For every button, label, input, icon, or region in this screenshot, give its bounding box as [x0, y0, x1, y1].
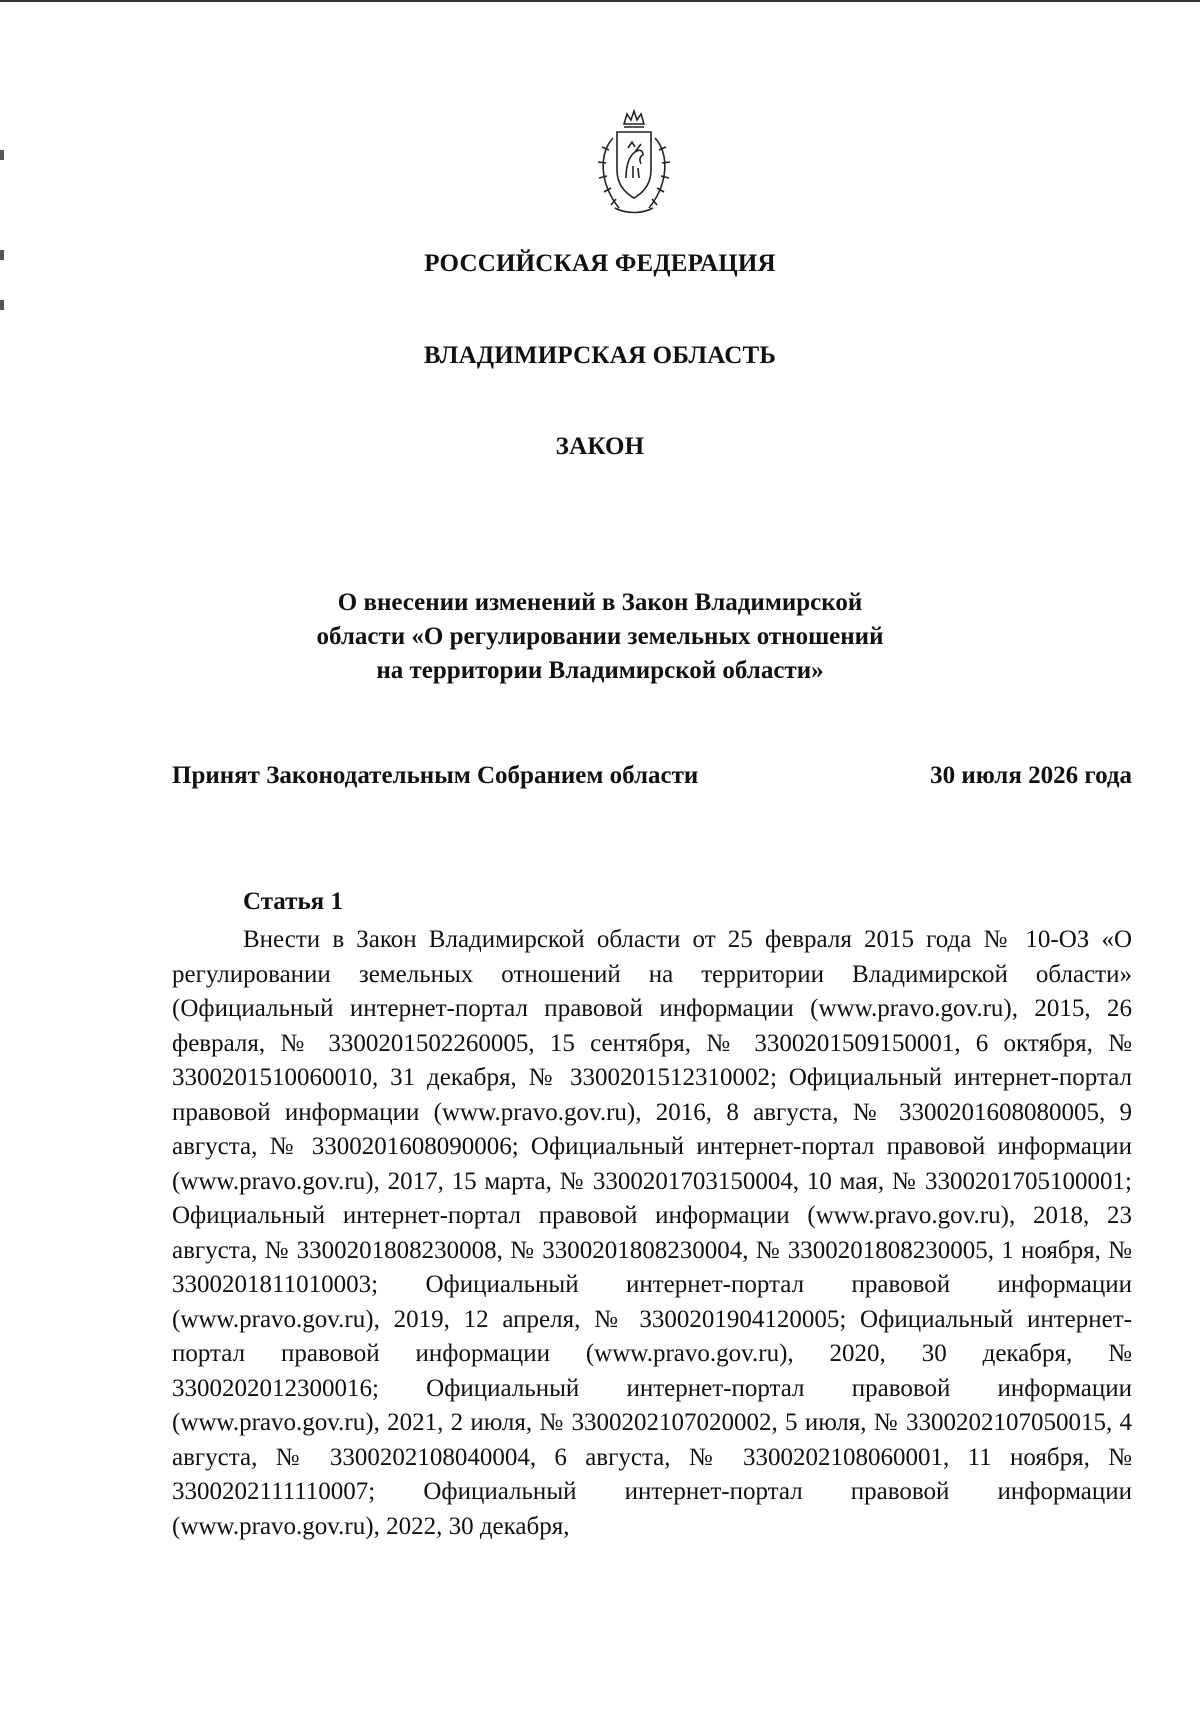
law-title-line: области «О регулировании земельных отношений: [316, 623, 884, 650]
document-type-heading: ЗАКОН: [555, 433, 645, 460]
scan-margin-mark: [0, 300, 4, 310]
law-title-line: О внесении изменений в Закон Владимирской: [337, 589, 863, 616]
page-top-edge: [0, 0, 1200, 2]
scan-margin-mark: [0, 150, 4, 160]
country-heading: РОССИЙСКАЯ ФЕДЕРАЦИЯ: [424, 250, 776, 277]
article-body: Внести в Закон Владимирской области от 25 февраля 2015 года № 10-ОЗ «О регулировании земельных отношений на территории Владимирской области» (Официальный интернет-портал правовой информации (www.pravo.gov.ru), 2015, 26 февраля, № 3300201502260005, 15 сентября, № 3300201509150001, 6 октября, № 3300201510060010, 31 декабря, № 3300201512310002; Официальный интернет-портал правовой информации (www.pravo.gov.ru), 2016, 8 августа, № 3300201608080005, 9 августа, № 3300201608090006; Официальный интернет-портал правовой информации (www.pravo.gov.ru), 2017, 15 марта, № 3300201703150004, 10 мая, № 3300201705100001; Официальный интернет-портал правовой информации (www.pravo.gov.ru), 2018, 23 августа, № 3300201808230008, № 3300201808230004, № 3300201808230005, 1 ноября, № 3300201811010003; Официальный интернет-портал правовой информации (www.pravo.gov.ru), 2019, 12 апреля, № 3300201904120005; Официальный интернет-портал правовой информации (www.pravo.gov.ru), 2020, 30 декабря, № 3300202012300016; Официальный интернет-портал правовой информации (www.pravo.gov.ru), 2021, 2 июля, № 3300202107020002, 5 июля, № 3300202107050015, 4 августа, № 3300202108040004, 6 августа, № 3300202108060001, 11 ноября, № 3300202111110007; Официальный интернет-портал правовой информации (www.pravo.gov.ru), 2022, 30 декабря,: [172, 926, 1132, 1540]
adopted-by-label: Принят Законодательным Собранием области: [172, 762, 699, 789]
law-title: [0, 586, 1200, 688]
coat-of-arms-icon: [591, 108, 677, 218]
region-heading: ВЛАДИМИРСКАЯ ОБЛАСТЬ: [423, 342, 777, 369]
adoption-line: [172, 762, 1132, 790]
article-title: Статья 1: [243, 888, 343, 915]
adoption-date: 30 июля 2026 года: [930, 762, 1132, 789]
law-title-line: на территории Владимирской области»: [376, 657, 824, 684]
